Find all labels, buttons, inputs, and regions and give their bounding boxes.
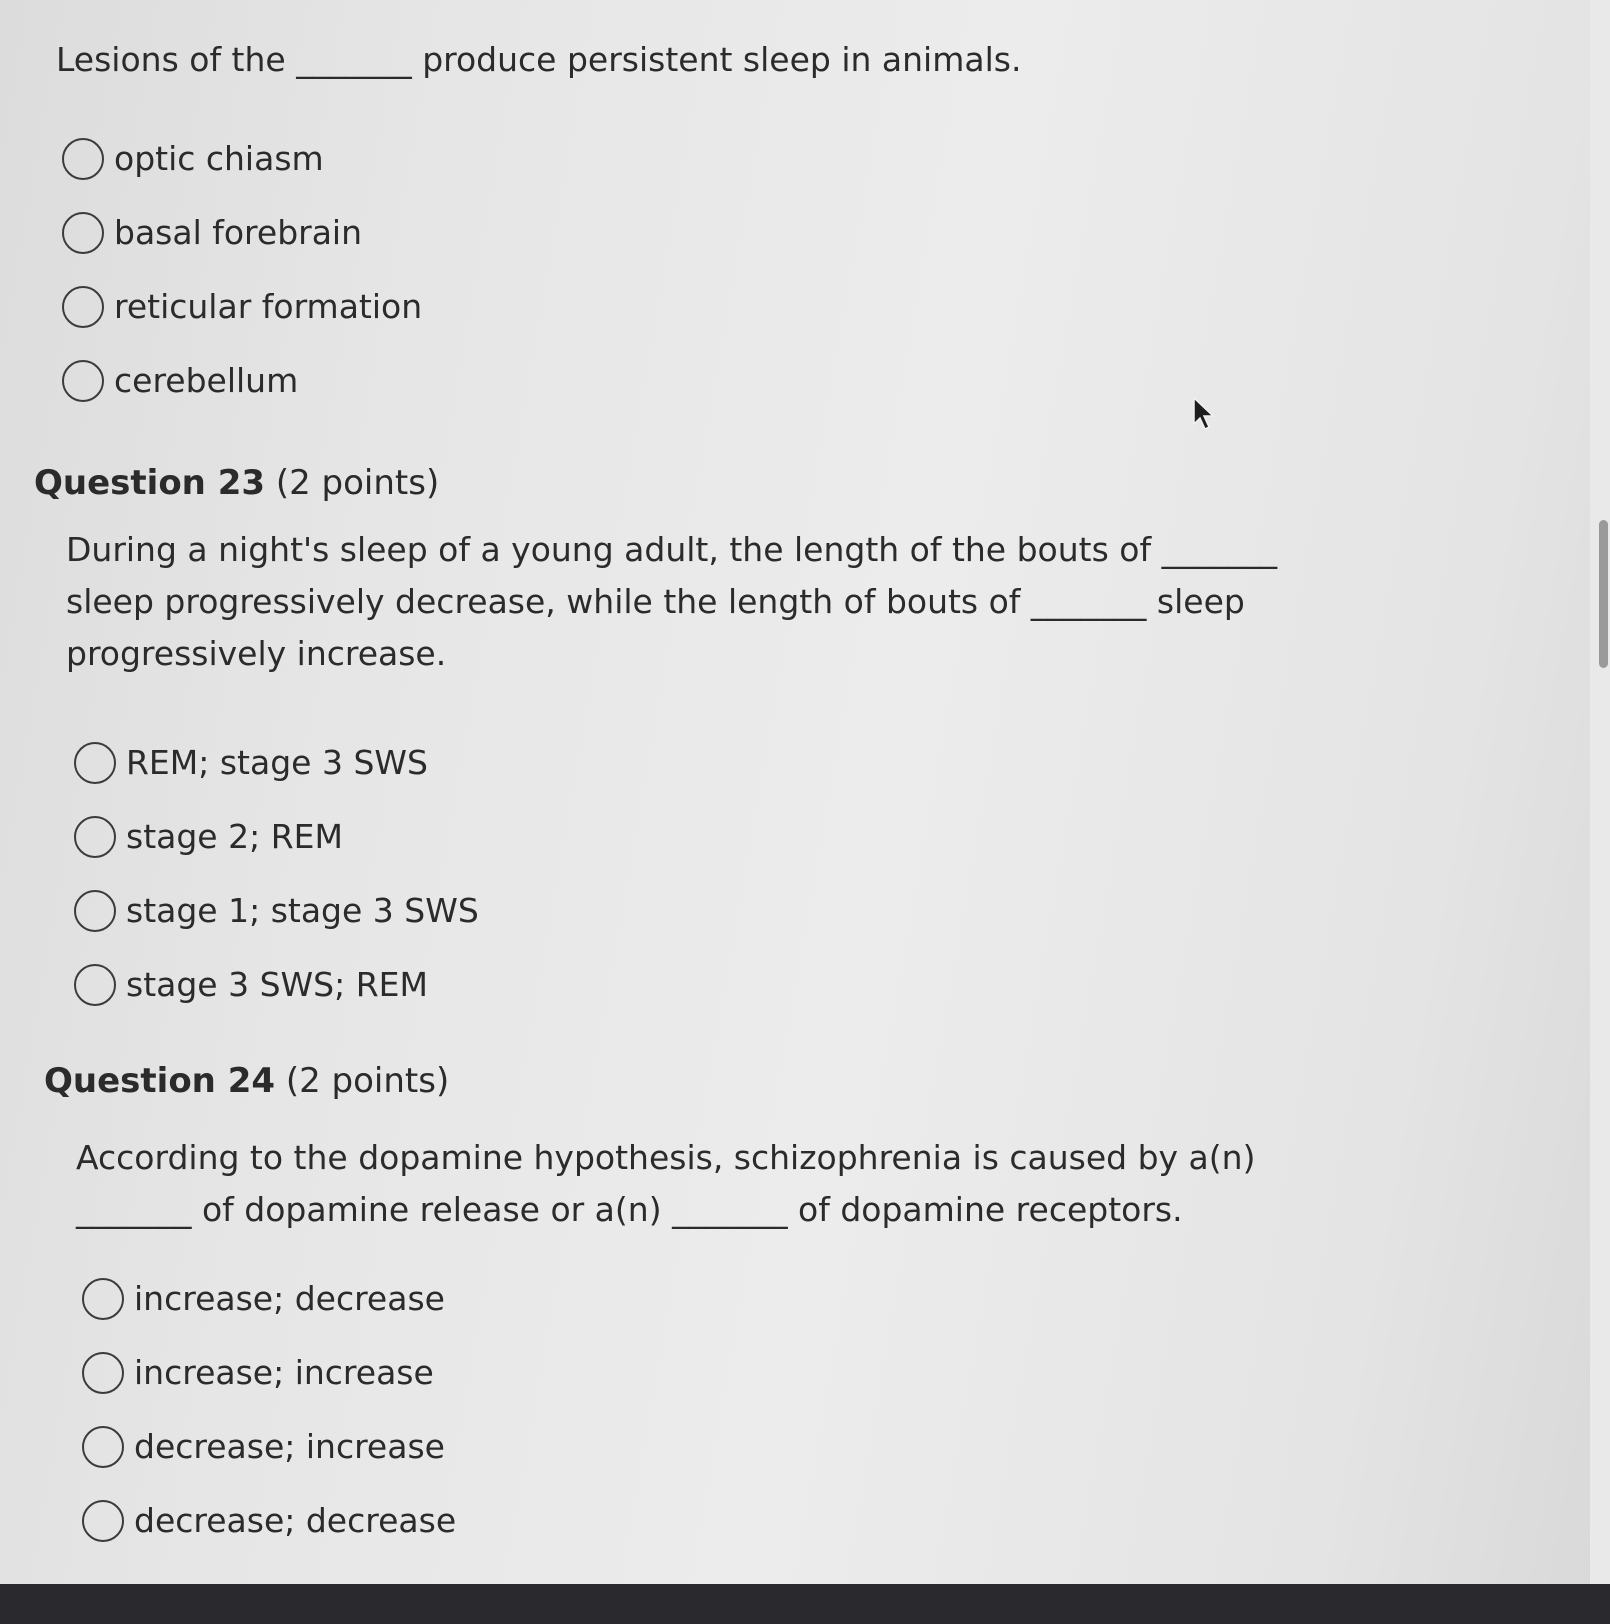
question-prompt: Lesions of the _______ produce persistent sleep in animals. (56, 40, 1022, 79)
scrollbar-thumb[interactable] (1599, 520, 1608, 668)
question-points: (2 points) (275, 463, 440, 503)
answer-option[interactable] (82, 1336, 456, 1410)
answer-label[interactable]: stage 3 SWS; REM (126, 965, 428, 1004)
radio-unselected-icon[interactable] (82, 1500, 124, 1542)
answer-label[interactable]: cerebellum (114, 361, 299, 400)
radio-unselected-icon[interactable] (74, 742, 116, 784)
answer-label[interactable]: decrease; increase (134, 1427, 445, 1466)
answer-option[interactable] (74, 948, 479, 1022)
radio-unselected-icon[interactable] (62, 212, 104, 254)
question-prompt: According to the dopamine hypothesis, schizophrenia is caused by a(n) _______ of dopamine release or a(n) _______ of dopamine receptors. (76, 1138, 1256, 1229)
question-points: (2 points) (285, 1061, 450, 1101)
answer-label[interactable]: reticular formation (114, 287, 423, 326)
answer-option[interactable] (62, 270, 422, 344)
question-heading (34, 462, 934, 504)
question-prompt: During a night's sleep of a young adult, the length of the bouts of _______ sleep progressively decrease, while the length of bouts of _______ sleep progressively increase. (66, 530, 1278, 673)
radio-unselected-icon[interactable] (62, 360, 104, 402)
answer-label[interactable]: stage 2; REM (126, 817, 343, 856)
answer-option[interactable] (62, 344, 422, 418)
question-number: Question 23 (34, 463, 266, 503)
answer-option[interactable] (74, 874, 479, 948)
answer-label[interactable]: stage 1; stage 3 SWS (126, 891, 479, 930)
answer-label[interactable]: increase; decrease (134, 1279, 445, 1318)
answer-label[interactable]: basal forebrain (114, 213, 363, 252)
radio-unselected-icon[interactable] (74, 964, 116, 1006)
answer-option[interactable] (74, 726, 479, 800)
radio-unselected-icon[interactable] (74, 890, 116, 932)
answer-label[interactable]: increase; increase (134, 1353, 434, 1392)
radio-unselected-icon[interactable] (82, 1352, 124, 1394)
question-number: Question 24 (44, 1061, 276, 1101)
question-heading (44, 1060, 944, 1102)
radio-unselected-icon[interactable] (82, 1278, 124, 1320)
answer-option[interactable] (62, 122, 422, 196)
scrollbar-track[interactable] (1590, 0, 1610, 1584)
answer-option[interactable] (82, 1262, 456, 1336)
mouse-pointer-icon (1192, 396, 1218, 432)
radio-unselected-icon[interactable] (62, 138, 104, 180)
answer-options (74, 726, 479, 1022)
answer-label[interactable]: optic chiasm (114, 139, 324, 178)
answer-option[interactable] (82, 1484, 456, 1558)
answer-option[interactable] (82, 1410, 456, 1484)
answer-option[interactable] (62, 196, 422, 270)
answer-option[interactable] (74, 800, 479, 874)
answer-label[interactable]: REM; stage 3 SWS (126, 743, 428, 782)
radio-unselected-icon[interactable] (62, 286, 104, 328)
answer-options (62, 122, 422, 418)
radio-unselected-icon[interactable] (74, 816, 116, 858)
radio-unselected-icon[interactable] (82, 1426, 124, 1468)
answer-options (82, 1262, 456, 1558)
answer-label[interactable]: decrease; decrease (134, 1501, 457, 1540)
